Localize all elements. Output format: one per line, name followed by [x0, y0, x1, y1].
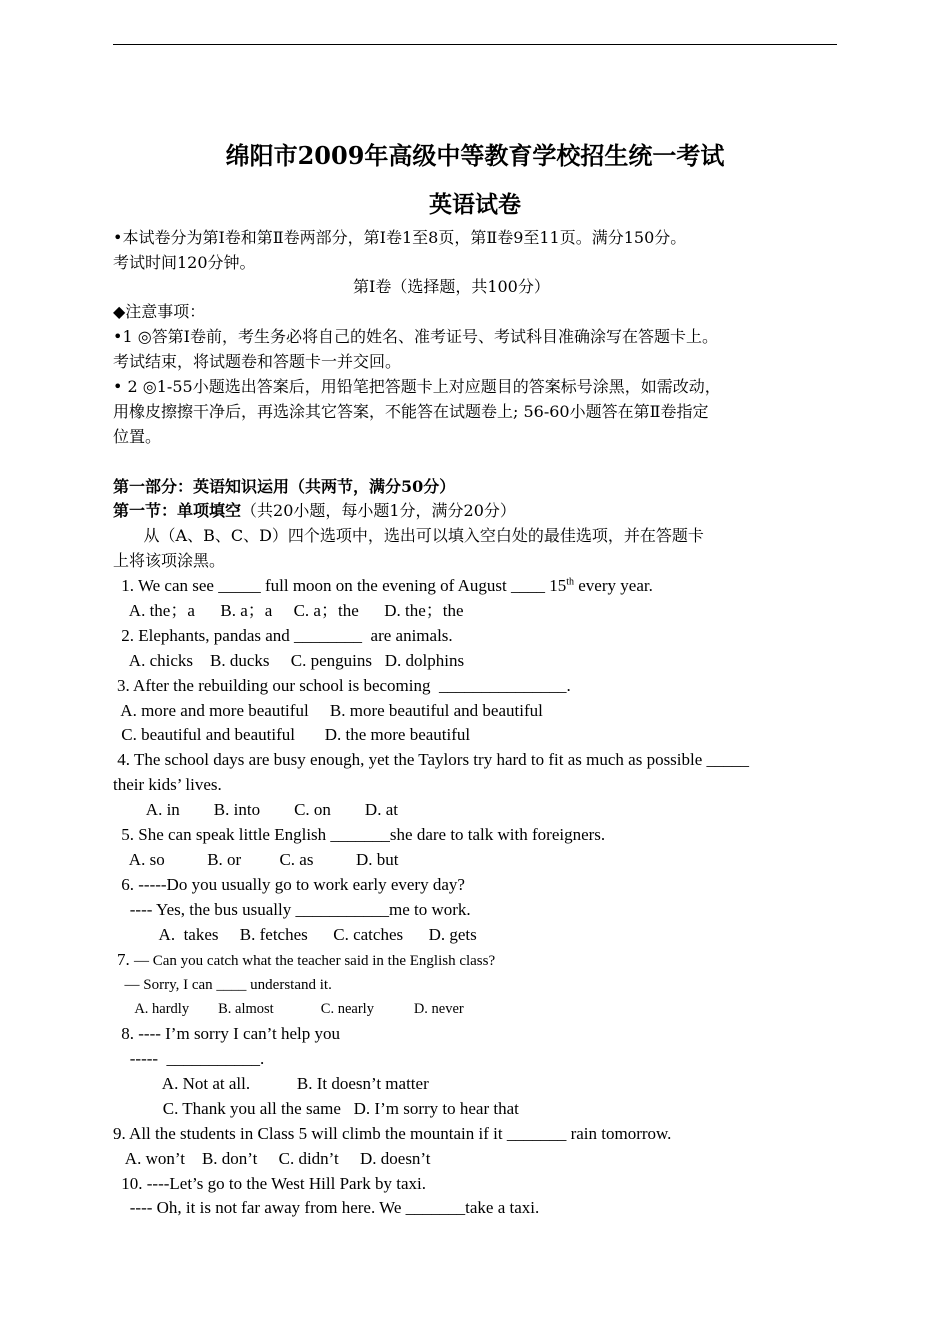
question-10: 10. ----Let’s go to the West Hill Park by taxi. — [117, 1174, 426, 1193]
question-1-superscript: th — [566, 576, 575, 588]
question-8-options-a: A. Not at all. B. It doesn’t matter — [133, 1074, 429, 1093]
question-4-line-b: their kids’ lives. — [113, 775, 222, 794]
question-1-options: A. the；a B. a；a C. a；the D. the；the — [117, 601, 464, 620]
volume-1-heading: 第Ⅰ卷（选择题，共100分） — [353, 277, 550, 296]
question-2-options: A. chicks B. ducks C. penguins D. dolphins — [117, 651, 465, 670]
note-1-line-a: •1 ◎答第Ⅰ卷前，考生务必将自己的姓名、准考证号、考试科目准确涂写在答题卡上。 — [113, 327, 718, 346]
question-7 — [117, 950, 495, 971]
question-4-line-a: 4. The school days are busy enough, yet the Taylors try hard to fit as much as possible _____ — [113, 750, 750, 769]
question-10-reply: ---- Oh, it is not far away from here. We _______take a taxi. — [117, 1198, 540, 1217]
question-5-options: A. so B. or C. as D. but — [117, 850, 399, 869]
question-8-reply: ----- ___________. — [117, 1049, 265, 1068]
intro-line-2: 考试时间120分钟。 — [113, 253, 256, 272]
question-1-stem: 1. We can see _____ full moon on the evening of August ____ 15 — [117, 576, 567, 595]
question-7-reply: — Sorry, I can ____ understand it. — [117, 977, 332, 993]
section-1-instruction-b: 上将该项涂黑。 — [113, 551, 226, 570]
question-1 — [117, 576, 653, 596]
question-4-options: A. in B. into C. on D. at — [117, 800, 398, 819]
question-9: 9. All the students in Class 5 will climb the mountain if it _______ rain tomorrow. — [113, 1124, 672, 1143]
question-3-options-a: A. more and more beautiful B. more beautiful and beautiful — [117, 701, 543, 720]
question-7-options: A. hardly B. almost C. nearly D. never — [117, 1001, 464, 1017]
note-2-line-c: 位置。 — [113, 427, 162, 446]
question-6-reply: ---- Yes, the bus usually ___________me to work. — [117, 900, 471, 919]
question-1-stem-end: every year. — [574, 576, 653, 595]
question-6-options: A. takes B. fetches C. catches D. gets — [117, 925, 477, 944]
question-7-number: 7. — [117, 950, 134, 969]
note-2-line-b: 用橡皮擦擦干净后，再选涂其它答案，不能答在试题卷上; 56-60小题答在第Ⅱ卷指定 — [113, 402, 709, 421]
intro-line-1: •本试卷分为第Ⅰ卷和第Ⅱ卷两部分，第Ⅰ卷1至8页，第Ⅱ卷9至11页。满分150分。 — [113, 228, 687, 247]
question-7-stem: — Can you catch what the teacher said in the English class? — [134, 953, 496, 969]
question-8: 8. ---- I’m sorry I can’t help you — [117, 1024, 340, 1043]
section-1-heading-line — [113, 501, 516, 521]
note-1-line-b: 考试结束，将试题卷和答题卡一并交回。 — [113, 352, 402, 371]
question-3-options-b: C. beautiful and beautiful D. the more beautiful — [117, 725, 471, 744]
question-3: 3. After the rebuilding our school is becoming _______________. — [117, 676, 571, 695]
paper-subtitle: 英语试卷 — [429, 191, 521, 218]
question-8-options-b: C. Thank you all the same D. I’m sorry to hear that — [133, 1099, 519, 1118]
notes-heading: ◆注意事项： — [113, 302, 206, 321]
section-1-note: （共20小题，每小题1分，满分20分） — [241, 501, 516, 520]
question-9-options: A. won’t B. don’t C. didn’t D. doesn’t — [113, 1149, 431, 1168]
question-6: 6. -----Do you usually go to work early every day? — [117, 875, 465, 894]
question-2: 2. Elephants, pandas and ________ are animals. — [117, 626, 453, 645]
section-1-instruction-a: 从（A、B、C、D）四个选项中，选出可以填入空白处的最佳选项，并在答题卡 — [113, 526, 704, 545]
section-1-heading: 第一节：单项填空 — [113, 501, 242, 520]
part-1-heading: 第一部分：英语知识运用（共两节，满分50分） — [113, 477, 456, 496]
question-5: 5. She can speak little English _______she dare to talk with foreigners. — [117, 825, 606, 844]
exam-title: 绵阳市2009年高级中等教育学校招生统一考试 — [225, 141, 725, 170]
note-2-line-a: • 2 ◎1-55小题选出答案后，用铅笔把答题卡上对应题目的答案标号涂黑，如需改动， — [113, 377, 721, 396]
header-rule — [113, 44, 837, 45]
